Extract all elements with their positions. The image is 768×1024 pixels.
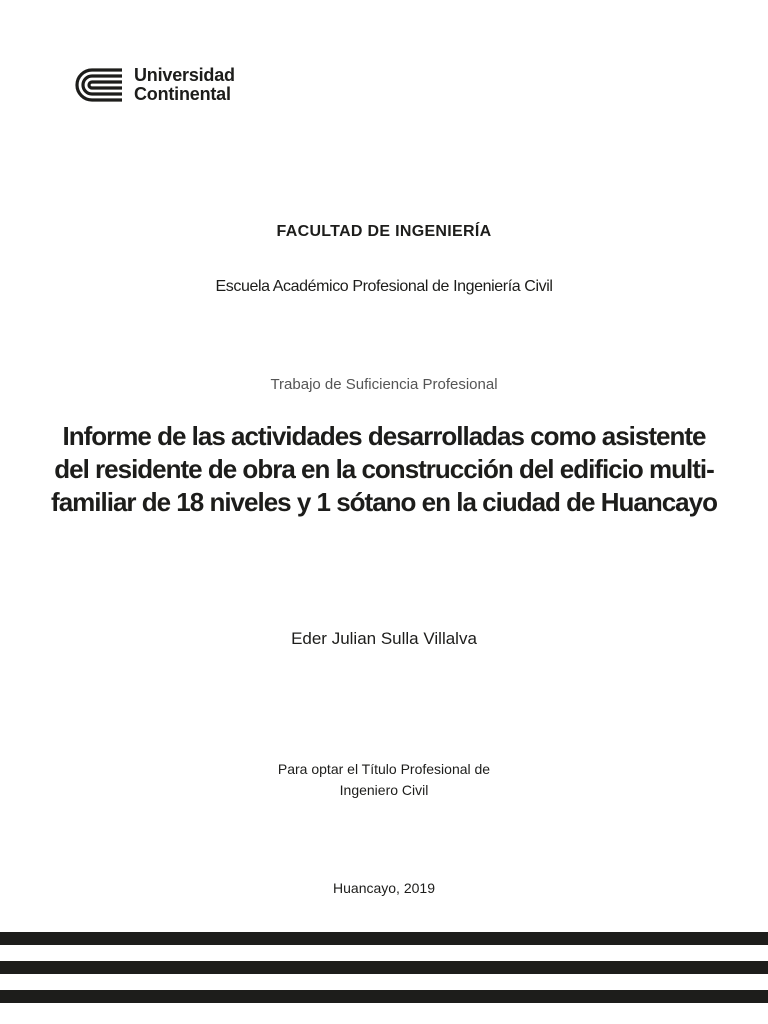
decorative-stripe [0,932,768,945]
degree-statement [0,759,768,801]
degree-line: Ingeniero Civil [339,782,429,798]
title-line: del residente de obra en la construcción del edificio multi- [54,454,714,484]
title-line: familiar de 18 niveles y 1 sótano en la ciudad de Huancayo [51,487,717,517]
logo-line-2: Continental [134,84,231,104]
decorative-stripe [0,990,768,1003]
decorative-stripe [0,961,768,974]
university-logo [74,66,235,104]
continental-c-icon [74,67,124,103]
school-name: Escuela Académico Profesional de Ingeniería Civil [215,278,553,295]
title-line: Informe de las actividades desarrolladas como asistente [62,421,706,451]
faculty-heading: FACULTAD DE INGENIERÍA [276,223,492,240]
degree-line: Para optar el Título Profesional de [277,761,491,777]
author-name: Eder Julian Sulla Villalva [291,629,477,648]
work-type: Trabajo de Suficiencia Profesional [270,376,498,393]
logo-line-1: Universidad [134,65,235,85]
document-title [0,420,768,519]
place-date: Huancayo, 2019 [333,880,435,896]
